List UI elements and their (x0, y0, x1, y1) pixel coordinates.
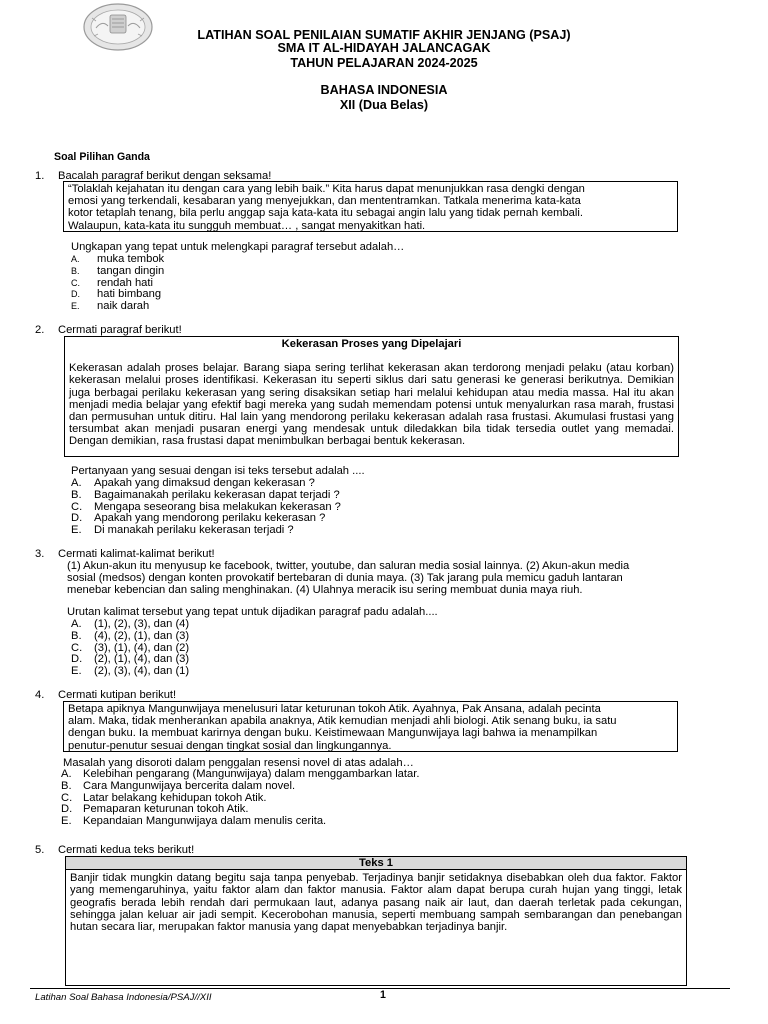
question-number: 2. (35, 324, 45, 336)
q2-options (71, 477, 341, 536)
option-text: Kelebihan pengarang (Mangunwijaya) dalam menggambarkan latar. (83, 768, 420, 780)
q4-options (61, 768, 419, 827)
option-d[interactable] (71, 288, 164, 300)
option-letter: B. (61, 779, 72, 792)
option-text: (2), (1), (4), dan (3) (94, 653, 190, 666)
page-number: 1 (380, 989, 386, 1001)
question-instruction: Cermati kedua teks berikut! (58, 844, 195, 856)
option-b[interactable] (61, 780, 419, 792)
option-c[interactable] (71, 642, 189, 654)
option-letter: C. (71, 641, 83, 654)
option-b[interactable] (71, 265, 164, 277)
question-instruction: Cermati kalimat-kalimat berikut! (58, 548, 215, 560)
option-letter: A. (71, 618, 82, 630)
option-c[interactable] (61, 792, 419, 804)
text1-heading: Teks 1 (66, 857, 686, 870)
passage-line: kotor tetaplah tenang, bila perlu anggap saja kata-kata itu sebagai angin lalu yang tidak pernah kembali. (68, 207, 583, 220)
option-text: Apakah yang mendorong perilaku kekerasan ? (94, 512, 326, 525)
option-text: rendah hati (97, 276, 153, 289)
option-letter: C. (61, 791, 73, 804)
option-a[interactable] (61, 768, 419, 780)
option-text: Apakah yang dimaksud dengan kekerasan ? (94, 477, 315, 489)
option-text: muka tembok (97, 253, 165, 265)
option-letter: D. (71, 653, 83, 666)
option-c[interactable] (71, 277, 164, 289)
passage-line: emosi yang terkendali, kesabaran yang menyejukkan, dan mententramkan. Tatkala menerima kata-kata (68, 195, 581, 208)
sentence-line: sosial (medsos) dengan konten provokatif bertebaran di dunia maya. (3) Tak jarang pula memicu gaduh lantaran (67, 572, 623, 585)
option-b[interactable] (71, 630, 189, 642)
q4-prompt: Masalah yang disoroti dalam penggalan resensi novel di atas adalah… (63, 757, 414, 769)
q2-prompt: Pertanyaan yang sesuai dengan isi teks tersebut adalah .... (71, 465, 365, 477)
option-d[interactable] (71, 512, 341, 524)
option-text: Cara Mangunwijaya bercerita dalam novel. (83, 779, 296, 792)
grade-label: XII (Dua Belas) (339, 98, 429, 112)
option-letter: A. (71, 477, 82, 489)
option-letter: C. (71, 500, 83, 513)
q3-prompt: Urutan kalimat tersebut yang tepat untuk dijadikan paragraf padu adalah.... (67, 606, 438, 618)
subject-title: BAHASA INDONESIA (320, 83, 448, 97)
q1-prompt: Ungkapan yang tepat untuk melengkapi paragraf tersebut adalah… (71, 241, 405, 253)
option-d[interactable] (71, 653, 189, 665)
footer-label: Latihan Soal Bahasa Indonesia/PSAJ//XII (35, 992, 212, 1003)
q5-text1-box (65, 856, 687, 986)
option-text: Bagaimanakah perilaku kekerasan dapat terjadi ? (94, 488, 340, 501)
passage-line: penutur-penutur sesuai dengan tingkat sosial dan lingkungannya. (68, 739, 392, 752)
option-text: Pemaparan keturunan tokoh Atik. (83, 803, 249, 816)
q1-passage-box (63, 181, 678, 232)
option-a[interactable] (71, 618, 189, 630)
option-text: Di manakah perilaku kekerasan terjadi ? (94, 524, 294, 537)
option-text: Latar belakang kehidupan tokoh Atik. (83, 791, 267, 804)
option-letter: D. (61, 803, 73, 816)
section-title: Soal Pilihan Ganda (54, 151, 150, 163)
option-letter: B. (71, 629, 82, 642)
option-text: Mengapa seseorang bisa melakukan kekerasan ? (94, 500, 341, 513)
passage-line: dengan buku. Ia membuat karirnya dengan buku. Keistimewaan Mangunwijaya lagi bahwa ia menampilkan (68, 727, 598, 740)
passage-line: “Tolaklah kejahatan itu dengan cara yang lebih baik.” Kita harus dapat menunjukkan rasa dengki dengan (68, 183, 585, 195)
school-name: SMA IT AL-HIDAYAH JALANCAGAK (277, 41, 491, 55)
option-letter: D. (71, 512, 83, 525)
option-e[interactable] (71, 665, 189, 677)
q3-sentences (67, 560, 707, 597)
passage-text: Banjir tidak mungkin datang begitu saja tanpa penyebab. Terjadinya banjir setidaknya disebabkan oleh dua faktor. Faktor yang memengaruhinya, yaitu faktor alam dan faktor manusia. Faktor alam dapat berupa curah hujan yang tinggi, letak geografis berada lebih rendah dari permukaan laut, adanya pasang naik air laut, dan daerah terletak pada cekungan, sehingga jalan keluar air jadi sempit. Kecerobohan manusia, seperti membuang sampah sembarangan dan penebangan hutan secara liar, merupakan faktor manusia yang dapat menyebabkan terjadinya banjir. (70, 872, 682, 934)
option-e[interactable] (61, 815, 419, 827)
passage-line: Betapa apiknya Mangunwijaya menelusuri latar keturunan tokoh Atik. Ayahnya, Pak Ansana, adalah pecinta (68, 703, 601, 715)
option-text: Kepandaian Mangunwijaya dalam menulis cerita. (83, 815, 327, 828)
option-letter: D. (71, 289, 80, 300)
option-a[interactable] (71, 253, 164, 265)
option-letter: E. (71, 665, 82, 678)
option-letter: E. (61, 815, 72, 828)
passage-line: alam. Maka, tidak menherankan apabila anaknya, Atik kemudian menjadi ahli biologi. Atik senang buku, ia satu (68, 715, 617, 728)
option-e[interactable] (71, 300, 164, 312)
question-number: 3. (35, 548, 45, 560)
option-c[interactable] (71, 501, 341, 513)
sentence-line: (1) Akun-akun itu menyusup ke facebook, twitter, youtube, dan saluran media sosial lainnya. (2) Akun-akun media (67, 560, 630, 572)
option-a[interactable] (71, 477, 341, 489)
option-d[interactable] (61, 803, 419, 815)
question-instruction: Cermati paragraf berikut! (58, 324, 182, 336)
exam-title: LATIHAN SOAL PENILAIAN SUMATIF AKHIR JENJANG (PSAJ) (197, 28, 571, 42)
option-text: (4), (2), (1), dan (3) (94, 629, 190, 642)
option-text: hati bimbang (97, 288, 162, 301)
option-letter: A. (61, 768, 72, 780)
option-text: (2), (3), (4), dan (1) (94, 665, 190, 678)
question-number: 5. (35, 844, 45, 856)
option-e[interactable] (71, 524, 341, 536)
sentence-line: menebar kebencian dan saling menghinakan. (4) Ulahnya meracik isu sering membuat dunia maya riuh. (67, 584, 583, 597)
q1-options (71, 253, 164, 312)
passage-text: Kekerasan adalah proses belajar. Barang siapa sering terlihat kekerasan akan terdorong menjadi pelaku (atau korban) kekerasan melalui proses identifikasi. Kekerasan itu seperti siklus dari satu generasi ke generasi berikutnya. Demikian juga berbagai perilaku kekerasan yang sering disaksikan setiap hari melalui kehidupan atau media massa. Hal itu akan menjadi media belajar yang efektif bagi mereka yang sudah memendam potensi untuk menyalurkan rasa marah, frustasi dan permusuhan untuk ditiru. Hal lain yang mendorong perilaku kekerasan adalah rasa frustasi. Akumulasi frustasi yang tersumbat akan menjadi pusaran energi yang mendesak untuk diledakkan bila tidak tersedia outlet yang memadai. Dengan demikian, rasa frustasi dapat menimbulkan berbagai bentuk kekerasan. (69, 362, 674, 448)
option-text: (3), (1), (4), dan (2) (94, 641, 190, 654)
q4-passage-box (63, 701, 678, 752)
q2-passage-box (64, 336, 679, 457)
question-number: 1. (35, 170, 45, 182)
option-letter: B. (71, 265, 80, 276)
passage-title: Kekerasan Proses yang Dipelajari (281, 338, 462, 350)
academic-year: TAHUN PELAJARAN 2024-2025 (290, 56, 478, 70)
option-b[interactable] (71, 489, 341, 501)
school-seal-logo (82, 2, 154, 52)
question-instruction: Bacalah paragraf berikut dengan seksama! (58, 170, 272, 182)
passage-line: Walaupun, kata-kata itu sungguh membuat… , sangat menyakitkan hati. (68, 219, 426, 232)
q3-options (71, 618, 189, 677)
option-text: naik darah (97, 300, 150, 313)
option-text: (1), (2), (3), dan (4) (94, 618, 190, 630)
option-letter: E. (71, 524, 82, 537)
option-letter: B. (71, 488, 82, 501)
option-text: tangan dingin (97, 264, 165, 277)
option-letter: C. (71, 277, 80, 288)
question-number: 4. (35, 689, 45, 701)
question-instruction: Cermati kutipan berikut! (58, 689, 177, 701)
option-letter: A. (71, 254, 80, 264)
option-letter: E. (71, 301, 80, 312)
